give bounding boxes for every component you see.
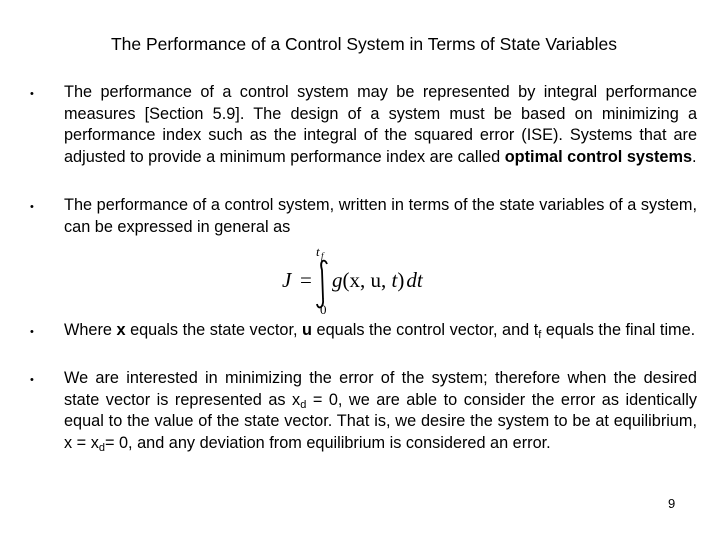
bullet-item-performance-measures: The performance of a control system may be represented by integral performance measures [Section 5.9]. The design of a system must be based on minimizing a performance index such as the integral of the squared error (ISE). Systems that are adjusted to provide a minimum performance index are called optimal control systems. xyxy=(64,83,697,166)
equation-lhs: J xyxy=(282,268,292,292)
bullet-marker: • xyxy=(30,374,34,386)
equation-equals: = xyxy=(300,268,312,292)
optimal-control-term: optimal control systems xyxy=(504,147,693,166)
lower-limit: 0 xyxy=(320,302,327,316)
bullet-marker: • xyxy=(30,88,34,100)
integral-sign-icon xyxy=(317,261,327,308)
upper-limit: t xyxy=(316,244,320,259)
page-number: 9 xyxy=(668,496,676,511)
bullet-marker: • xyxy=(30,201,34,213)
bullet-item-equilibrium-error: We are interested in minimizing the error of the system; therefore when the desired state vector is represented as $x_d = 0$, we are able to consider the error as identically equal to the value of the state vector. That is, we desire the system to be at equilibrium, $x = x_d= 0$, and any deviation from equilibrium is considered an error. xyxy=(64,369,697,454)
bullet-item-state-variable-performance: The performance of a control system, written in terms of the state variables of a system, can be expressed in general as xyxy=(64,196,697,236)
performance-index-equation xyxy=(280,244,440,316)
bullet-marker: • xyxy=(30,326,34,338)
integrand: g(x, u, t)dt xyxy=(332,268,423,292)
upper-limit-subscript: f xyxy=(321,251,324,261)
bullet-item-vector-definitions: Where x equals the state vector, u equals the control vector, and $t_f$ equals the final time. xyxy=(64,321,696,341)
slide-title: The Performance of a Control System in Terms of State Variables xyxy=(110,34,618,54)
